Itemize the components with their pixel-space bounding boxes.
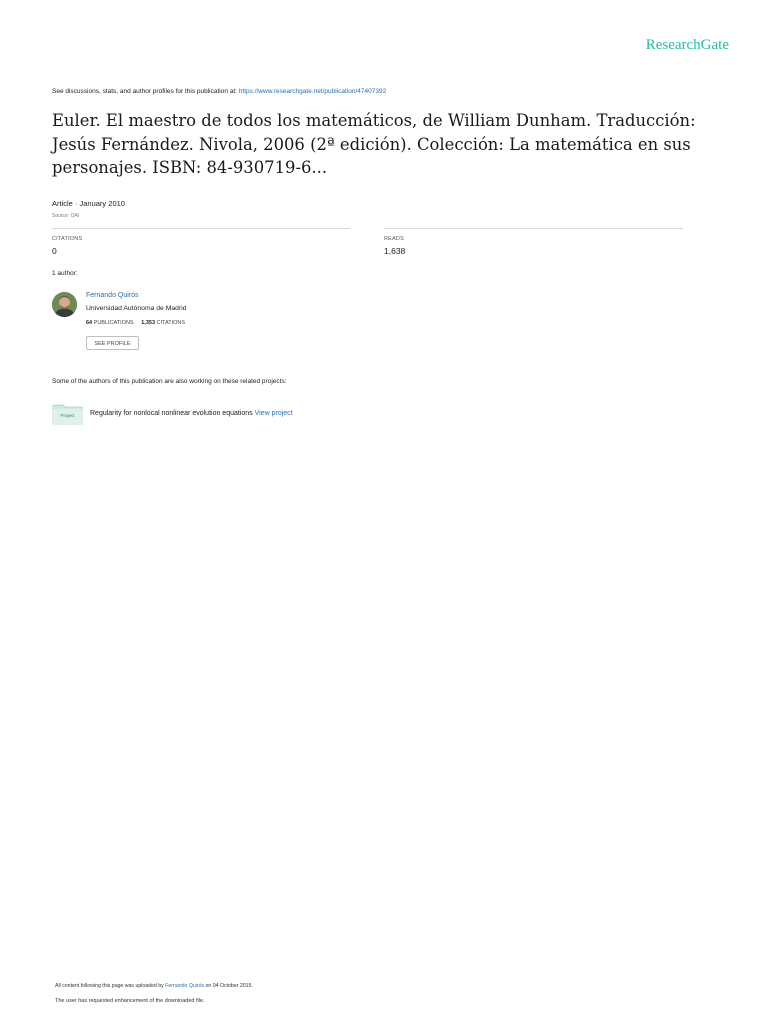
related-projects-heading: Some of the authors of this publication are also working on these related projects: [52, 378, 287, 385]
author-photo-icon [52, 292, 77, 317]
publication-link[interactable]: https://www.researchgate.net/publication/47407392 [238, 88, 387, 95]
view-project-link[interactable]: View project [254, 410, 293, 417]
citations-value: 0 [52, 246, 57, 256]
enhancement-note: The user has requested enhancement of the downloaded file. [55, 998, 205, 1004]
discussion-line [52, 88, 386, 95]
citations-divider [52, 228, 350, 229]
project-folder-icon [52, 402, 83, 425]
project-icon-label: Project [60, 413, 75, 418]
project-title: Regularity for nonlocal nonlinear evolution equations [90, 410, 253, 417]
publication-type-date: Article · January 2010 [52, 199, 125, 208]
project-item [90, 410, 293, 417]
author-citations-count: 1,353 [141, 320, 155, 326]
author-stats [86, 320, 185, 326]
see-profile-button[interactable]: SEE PROFILE [86, 336, 139, 350]
discussion-prefix: See discussions, stats, and author profiles for this publication at: [52, 88, 239, 95]
publications-count: 64 [86, 320, 93, 326]
author-name-link[interactable]: Fernando Quirós [86, 292, 139, 299]
uploader-link[interactable]: Fernando Quirós [165, 983, 205, 989]
avatar[interactable] [52, 292, 77, 317]
upload-note [55, 983, 253, 989]
publications-label: PUBLICATIONS [93, 320, 134, 326]
publication-title: Euler. El maestro de todos los matemáticos, de William Dunham. Traducción: Jesús Fernández. Nivola, 2006 (2ª edición). Colección: La matemática en sus personajes. ISBN: 84-930719-6... [52, 111, 696, 177]
authors-heading: 1 author: [52, 270, 78, 277]
reads-value: 1,638 [384, 246, 406, 256]
researchgate-logo[interactable]: ResearchGate [645, 37, 729, 53]
reads-label: READS [384, 236, 404, 242]
upload-prefix: All content following this page was uploaded by [55, 983, 166, 989]
author-citations-label: CITATIONS [156, 320, 186, 326]
reads-divider [384, 228, 683, 229]
author-institution: Universidad Autónoma de Madrid [86, 305, 187, 312]
citations-label: CITATIONS [52, 236, 83, 242]
upload-suffix: on 04 October 2015. [204, 983, 253, 989]
publication-source: Source: OAI [52, 213, 80, 219]
